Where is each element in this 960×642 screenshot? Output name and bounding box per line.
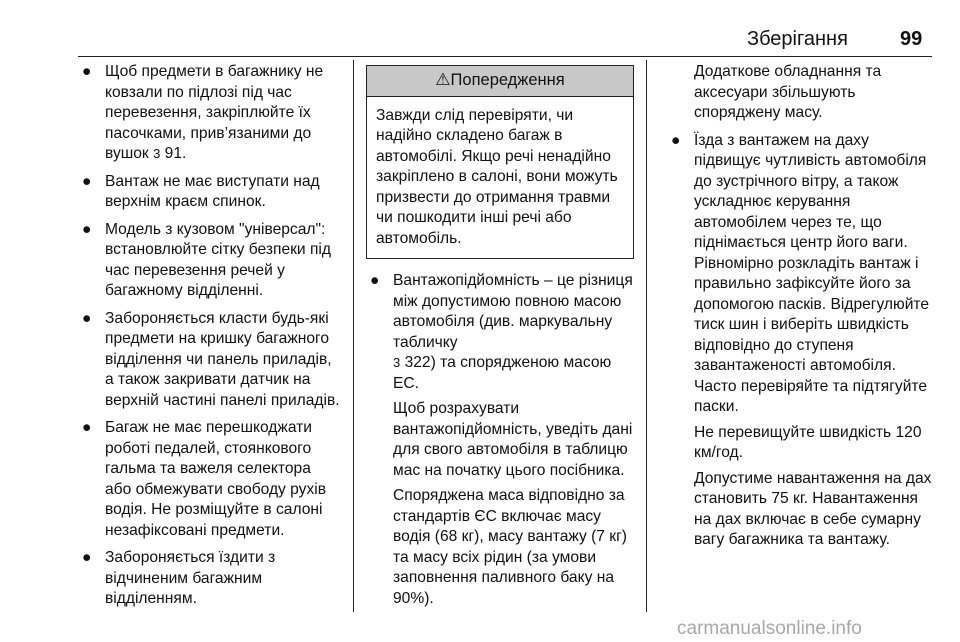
list-item <box>78 220 340 302</box>
paragraph: Не перевищуйте швидкість 120 км/год. <box>694 423 922 461</box>
warning-box <box>366 65 634 259</box>
warning-header <box>367 66 633 97</box>
paragraph: Щоб розрахувати вантажопідйомність, уведіть дані для свого автомобіля в таблицю мас на початку цього посібника. <box>393 400 633 479</box>
bullet-icon: ● <box>671 131 681 149</box>
paragraph: Допустиме навантаження на дах становить 75 кг. Навантаження на дах включає в себе сумарну вагу багажника та вантажу. <box>694 469 932 548</box>
list-item <box>78 62 340 165</box>
column-divider-2 <box>646 60 647 612</box>
page-reference-icon: 3 <box>153 146 161 161</box>
column-2 <box>366 62 634 616</box>
page-header-title: Зберігання <box>747 28 848 50</box>
list-item <box>667 131 937 551</box>
list-item-text: Багаж не має перешкоджати роботі педалей, стоянкового гальма та важеля селектора або обмежувати свободу рухів водія. Не розміщуйте в салоні незафіксовані предмети. <box>105 419 327 539</box>
page-reference: 322) та спорядженою масою ЕС. <box>393 354 612 392</box>
list-item-text: Модель з кузовом "універсал": встановлюйте сітку безпеки під час перевезення речей у багажному відділенні. <box>105 220 331 299</box>
paragraph: Додаткове обладнання та аксесуари збільшують споряджену масу. <box>694 63 882 121</box>
list-item <box>78 309 340 412</box>
list-item-text: Вантаж не має виступати над верхнім краєм спинок. <box>105 172 320 210</box>
list-item-text: Забороняється їздити з відчиненим багажним відділенням. <box>105 549 276 607</box>
page-reference-icon: 3 <box>393 355 401 370</box>
bullet-icon: ● <box>82 419 92 436</box>
warning-body: Завжди слід перевіряти, чи надійно складено багаж в автомобілі. Якщо речі ненадійно закріплено в салоні, вони можуть призвести до отримання травми чи пошкодити інші речі або автомобіль. <box>376 106 618 247</box>
column-3 <box>667 62 937 558</box>
list-item-text: Щоб предмети в багажнику не ковзали по підлозі під час перевезення, закріплюйте їх пасочками, прив’язаними до вушок <box>105 63 324 162</box>
header-rule <box>78 56 932 57</box>
column-1 <box>78 62 340 617</box>
bullet-icon: ● <box>82 309 92 327</box>
page-reference: 91. <box>164 145 187 162</box>
bullet-icon: ● <box>82 549 92 566</box>
list-item-text: Їзда з вантажем на даху підвищує чутливість автомобіля до зустрічного вітру, а також ускладнює керування автомобілем через те, що піднімається центр його ваги. Рівномірно розкладіть вантаж і правильно зафіксуйте його за допомогою пасків. Відрегулюйте тиск шин і виберіть швидкість відповідно до ступеня завантаженості автомобіля. Часто перевіряйте та підтягуйте паски. <box>694 131 930 415</box>
page-number: 99 <box>900 28 923 50</box>
paragraph: Споряджена маса відповідно за стандартів ЄС включає масу водія (68 кг), масу вантажу (7 кг) та масу всіх рідин (за умови заповнення паливного баку на 90%). <box>393 487 628 607</box>
column-divider-1 <box>353 60 354 612</box>
list-item <box>78 418 340 541</box>
warning-title: Попередження <box>450 71 565 89</box>
bullet-icon: ● <box>82 172 92 190</box>
list-item-text: Забороняється класти будь-які предмети на кришку багажного відділення чи панель приладів, а також закривати датчик на верхній частині панелі приладів. <box>105 309 340 409</box>
warning-icon: ⚠ <box>435 70 451 89</box>
watermark: carmanualsonline.info <box>677 618 862 639</box>
bullet-icon: ● <box>82 220 92 238</box>
bullet-icon: ● <box>82 63 92 80</box>
continued-text <box>667 62 937 124</box>
list-item <box>78 548 340 610</box>
list-item <box>366 271 634 609</box>
bullet-icon: ● <box>370 272 380 289</box>
list-item <box>78 172 340 213</box>
list-item-text: Вантажопідйомність – це різниця між допустимою повною масою автомобіля (див. маркувальну табличку <box>393 272 633 351</box>
